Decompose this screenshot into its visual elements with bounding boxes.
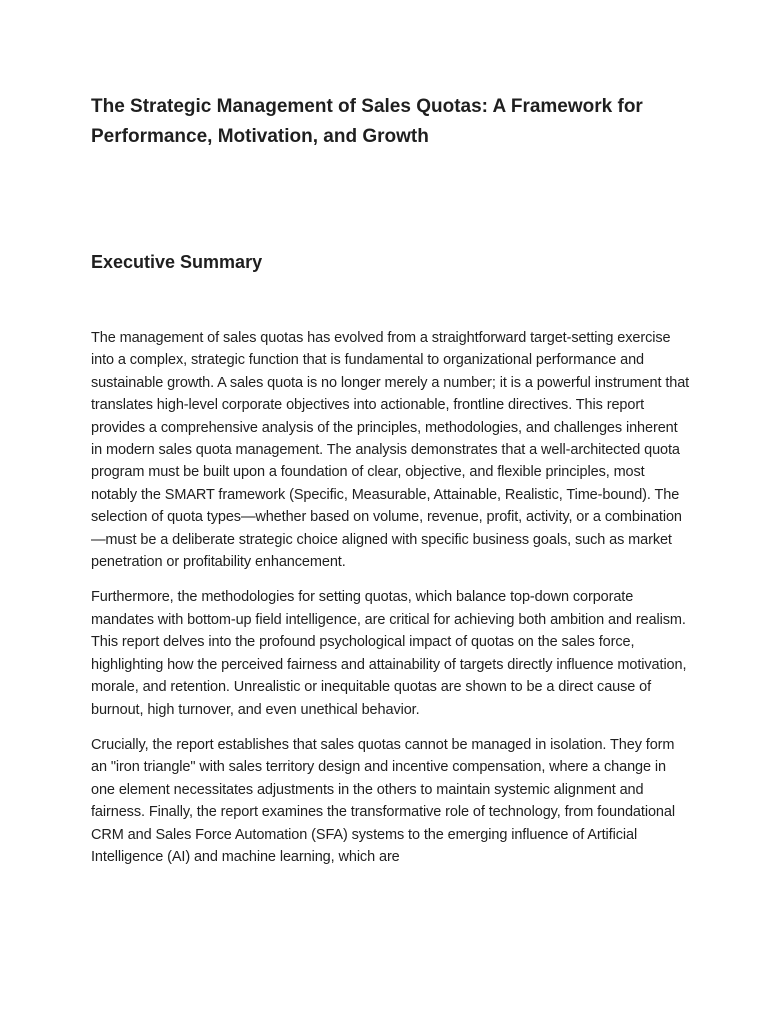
- paragraph-3: Crucially, the report establishes that sales quotas cannot be managed in isolation. They form an "iron triangle" with sales territory design and incentive compensation, where a change in one element necessitates adjustments in the others to maintain systemic alignment and fairness. Finally, the report examines the transformative role of technology, from foundational CRM and Sales Force Automation (SFA) systems to the emerging influence of Artificial Intelligence (AI) and machine learning, which are: [91, 736, 675, 865]
- paragraph-1: The management of sales quotas has evolved from a straightforward target-setting exercise into a complex, strategic function that is fundamental to organizational performance and sustainable growth. A sales quota is no longer merely a number; it is a powerful instrument that translates high-level corporate objectives into actionable, frontline directives. This report provides a comprehensive analysis of the principles, methodologies, and challenges inherent in modern sales quota management. The analysis demonstrates that a well-architected quota program must be built upon a foundation of clear, objective, and flexible principles, most notably the SMART framework (Specific, Measurable, Attainable, Realistic, Time-bound). The selection of quota types—whether based on volume, revenue, profit, activity, or a combination—must be a deliberate strategic choice aligned with specific business goals, such as market penetration or profitability enhancement.: [91, 330, 690, 571]
- paragraph-2: Furthermore, the methodologies for setting quotas, which balance top-down corporate mandates with bottom-up field intelligence, are critical for achieving both ambition and realism. This report delves into the profound psychological impact of quotas on the sales force, highlighting how the perceived fairness and attainability of targets directly influence motivation, morale, and retention. Unrealistic or inequitable quotas are shown to be a direct cause of burnout, high turnover, and even unethical behavior.: [91, 589, 687, 718]
- section-heading-executive-summary: Executive Summary: [91, 252, 263, 272]
- document-body: [91, 327, 691, 881]
- document-title: The Strategic Management of Sales Quotas: A Framework for Performance, Motivation, and Growth: [91, 96, 643, 147]
